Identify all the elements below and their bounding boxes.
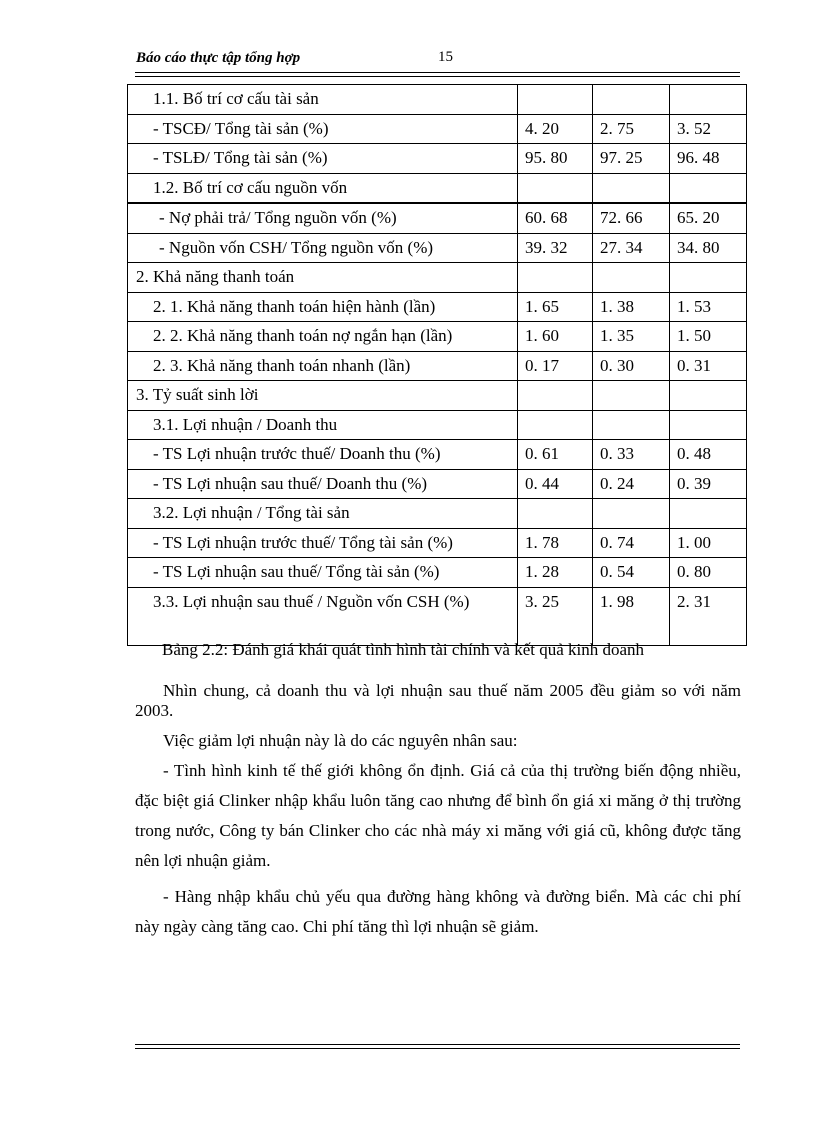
value-cell: 0. 24 [593, 469, 670, 499]
value-cell: 3. 52 [670, 114, 747, 144]
value-cell: 1. 00 [670, 528, 747, 558]
value-cell: 1. 35 [593, 322, 670, 352]
value-cell [593, 85, 670, 115]
value-cell: 0. 74 [593, 528, 670, 558]
value-cell: 0. 30 [593, 351, 670, 381]
value-cell: 0. 31 [670, 351, 747, 381]
value-cell: 1. 60 [518, 322, 593, 352]
value-cell [518, 85, 593, 115]
table-row [128, 144, 747, 174]
row-label: 2. 3. Khả năng thanh toán nhanh (lần) [128, 351, 518, 381]
header-title: Báo cáo thực tập tổng hợp [136, 50, 301, 66]
table-caption: Bảng 2.2: Đánh giá khái quát tình hình tài chính và kết quả kinh doanh [162, 640, 645, 659]
row-label: - TSLĐ/ Tổng tài sản (%) [128, 144, 518, 174]
row-label: - Nợ phải trả/ Tổng nguồn vốn (%) [128, 203, 518, 233]
header-rule [135, 76, 740, 77]
value-cell [593, 263, 670, 293]
value-cell: 96. 48 [670, 144, 747, 174]
paragraph: - Tình hình kinh tế thế giới không ổn định. Giá cả của thị trường biến động nhiều, đặc biệt giá Clinker nhập khẩu luôn tăng cao nhưng để bình ổn giá xi măng ở thị trường trong nước, Công ty bán Clinker cho các nhà máy xi măng với giá cũ, không được tăng nên lợi nhuận giảm. [135, 761, 741, 870]
value-cell: 1. 53 [670, 292, 747, 322]
value-cell: 1. 65 [518, 292, 593, 322]
value-cell: 0. 80 [670, 558, 747, 588]
value-cell: 1. 50 [670, 322, 747, 352]
value-cell [518, 381, 593, 411]
table-row [128, 233, 747, 263]
value-cell [670, 85, 747, 115]
table-row [128, 292, 747, 322]
table-row [128, 85, 747, 115]
header-rule [135, 72, 740, 73]
value-cell: 1. 38 [593, 292, 670, 322]
value-cell: 1. 78 [518, 528, 593, 558]
value-cell: 27. 34 [593, 233, 670, 263]
table-row [128, 203, 747, 233]
financial-table [127, 84, 747, 646]
page-number: 15 [438, 49, 453, 65]
value-cell: 0. 44 [518, 469, 593, 499]
table-row [128, 528, 747, 558]
value-cell: 3. 25 [518, 587, 593, 645]
value-cell [593, 410, 670, 440]
table-row [128, 173, 747, 203]
footer-rule [135, 1044, 740, 1045]
value-cell [670, 499, 747, 529]
value-cell: 72. 66 [593, 203, 670, 233]
value-cell: 0. 33 [593, 440, 670, 470]
table-row [128, 263, 747, 293]
table-row [128, 114, 747, 144]
table-row [128, 381, 747, 411]
paragraph: Nhìn chung, cả doanh thu và lợi nhuận sau thuế năm 2005 đều giảm so với năm 2003. [135, 681, 741, 720]
table-row [128, 322, 747, 352]
value-cell: 4. 20 [518, 114, 593, 144]
value-cell [518, 263, 593, 293]
value-cell: 0. 54 [593, 558, 670, 588]
row-label: 3. Tỷ suất sinh lời [128, 381, 518, 411]
paragraph: - Hàng nhập khẩu chủ yếu qua đường hàng không và đường biển. Mà các chi phí này ngày càng tăng cao. Chi phí tăng thì lợi nhuận sẽ giảm. [135, 887, 741, 936]
paragraph: Việc giảm lợi nhuận này là do các nguyên nhân sau: [163, 731, 518, 750]
value-cell: 97. 25 [593, 144, 670, 174]
value-cell: 2. 31 [670, 587, 747, 645]
value-cell: 0. 61 [518, 440, 593, 470]
table-row [128, 351, 747, 381]
value-cell [518, 173, 593, 203]
value-cell: 2. 75 [593, 114, 670, 144]
row-label: - TS Lợi nhuận trước thuế/ Doanh thu (%) [128, 440, 518, 470]
value-cell [593, 499, 670, 529]
footer-rule [135, 1048, 740, 1049]
value-cell [670, 263, 747, 293]
row-label: - TSCĐ/ Tổng tài sản (%) [128, 114, 518, 144]
value-cell: 1. 28 [518, 558, 593, 588]
table-row [128, 558, 747, 588]
value-cell [670, 173, 747, 203]
table-row [128, 587, 747, 645]
value-cell [670, 410, 747, 440]
table-row [128, 499, 747, 529]
value-cell: 0. 48 [670, 440, 747, 470]
value-cell [593, 173, 670, 203]
table-row [128, 469, 747, 499]
value-cell [593, 381, 670, 411]
row-label: 1.1. Bố trí cơ cấu tài sản [128, 85, 518, 115]
value-cell [670, 381, 747, 411]
value-cell [518, 410, 593, 440]
row-label: - TS Lợi nhuận sau thuế/ Tổng tài sản (%) [128, 558, 518, 588]
row-label: - Nguồn vốn CSH/ Tổng nguồn vốn (%) [128, 233, 518, 263]
value-cell: 34. 80 [670, 233, 747, 263]
row-label: 3.3. Lợi nhuận sau thuế / Nguồn vốn CSH (%) [128, 587, 518, 645]
value-cell: 0. 17 [518, 351, 593, 381]
table-row [128, 440, 747, 470]
row-label: 3.1. Lợi nhuận / Doanh thu [128, 410, 518, 440]
value-cell [518, 499, 593, 529]
value-cell: 0. 39 [670, 469, 747, 499]
value-cell: 39. 32 [518, 233, 593, 263]
row-label: - TS Lợi nhuận trước thuế/ Tổng tài sản (%) [128, 528, 518, 558]
value-cell: 65. 20 [670, 203, 747, 233]
row-label: - TS Lợi nhuận sau thuế/ Doanh thu (%) [128, 469, 518, 499]
row-label: 2. 2. Khả năng thanh toán nợ ngắn hạn (lần) [128, 322, 518, 352]
row-label: 3.2. Lợi nhuận / Tổng tài sản [128, 499, 518, 529]
value-cell: 1. 98 [593, 587, 670, 645]
row-label: 2. Khả năng thanh toán [128, 263, 518, 293]
value-cell: 60. 68 [518, 203, 593, 233]
table-row [128, 410, 747, 440]
value-cell: 95. 80 [518, 144, 593, 174]
row-label: 1.2. Bố trí cơ cấu nguồn vốn [128, 173, 518, 203]
row-label: 2. 1. Khả năng thanh toán hiện hành (lần) [128, 292, 518, 322]
